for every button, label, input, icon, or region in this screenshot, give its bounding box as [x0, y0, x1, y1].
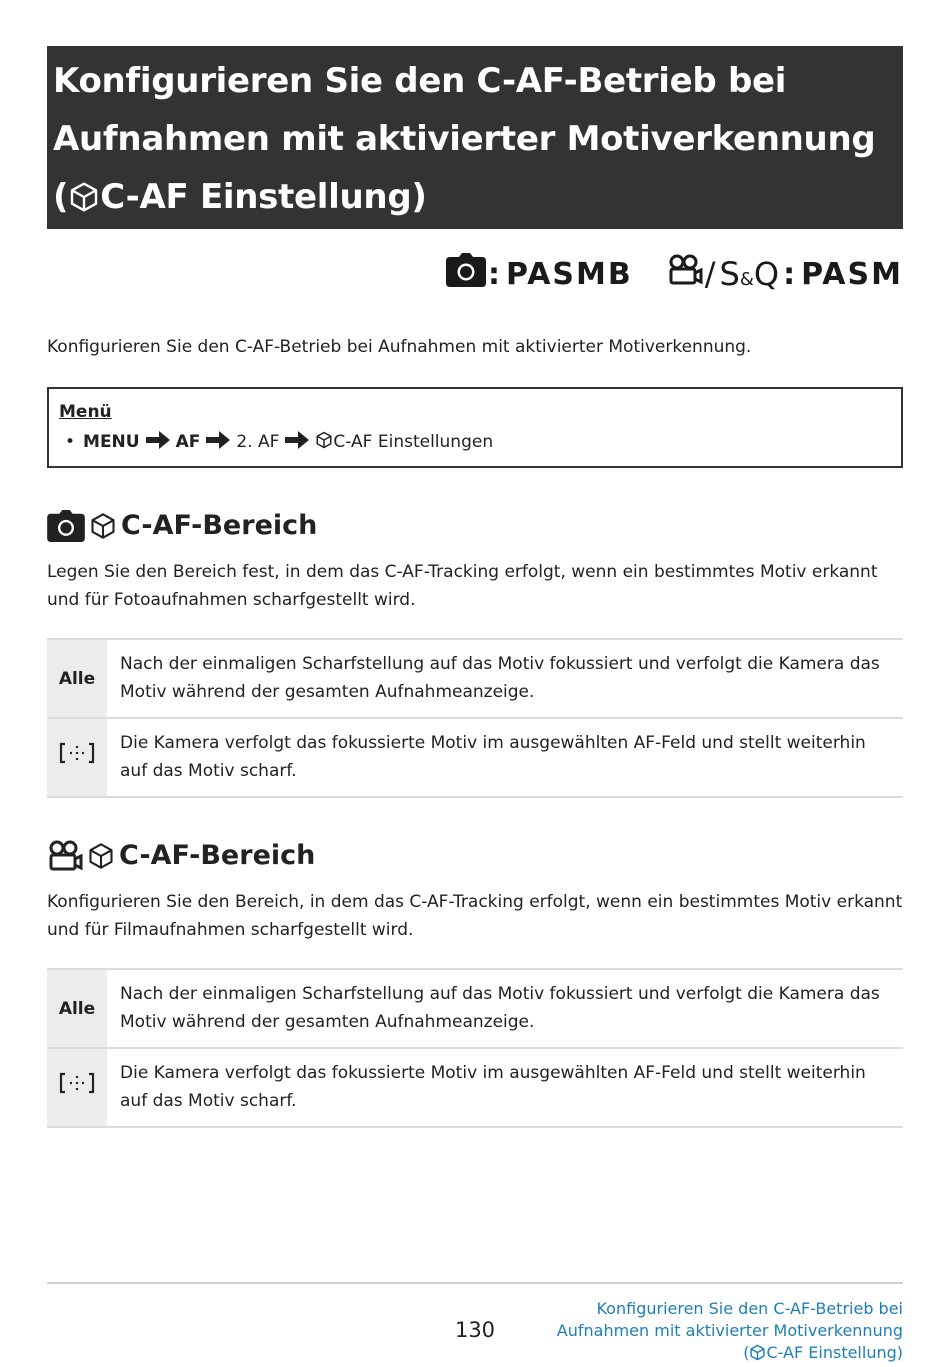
af-target-area-icon — [59, 1079, 95, 1099]
page-number: 130 — [454, 1318, 496, 1342]
menu-step-menu: MENU — [83, 432, 140, 452]
table-row — [47, 639, 903, 718]
movie-camera-icon — [47, 840, 83, 872]
subject-detection-cube-icon — [68, 173, 100, 231]
page-title — [47, 46, 903, 229]
option-key-all: Alle — [47, 969, 107, 1048]
menu-step-af: AF — [175, 432, 201, 452]
table-row — [47, 718, 903, 797]
menu-arrow-icon — [206, 429, 230, 459]
shooting-modes — [47, 229, 903, 319]
subject-detection-cube-icon — [89, 512, 117, 540]
photo-modes: : PASMB — [446, 253, 633, 295]
menu-path-box — [47, 387, 903, 468]
option-description: Die Kamera verfolgt das fokussierte Motiv im ausgewählten AF-Feld und stellt weiterhin auf das Motiv scharf. — [120, 1063, 866, 1111]
option-key-af-area — [47, 718, 107, 797]
photo-mode-letters: PASMB — [505, 256, 633, 292]
camera-icon — [47, 510, 85, 542]
movie-section-heading: C-AF-Bereich — [47, 836, 903, 876]
photo-options-table — [47, 638, 903, 798]
option-description: Die Kamera verfolgt das fokussierte Motiv im ausgewählten AF-Feld und stellt weiterhin auf das Motiv scharf. — [120, 733, 866, 781]
sq-mode: S&Q — [719, 255, 780, 293]
menu-step-2af: 2. AF — [236, 432, 280, 452]
movie-modes: / S&Q : PASM — [667, 254, 903, 294]
intro-text: Konfigurieren Sie den C-AF-Betrieb bei Aufnahmen mit aktivierter Motiverkennung. — [47, 337, 752, 357]
subject-detection-cube-icon — [315, 432, 333, 452]
footer-title-link[interactable]: Konfigurieren Sie den C-AF-Betrieb bei Aufnahmen mit aktivierter Motiverkennung ( C-AF Einstellung) — [556, 1299, 903, 1362]
option-description: Nach der einmaligen Scharfstellung auf das Motiv fokussiert und verfolgt die Kamera das Motiv während der gesamten Aufnahmeanzeige. — [120, 984, 880, 1032]
menu-arrow-icon — [146, 429, 170, 459]
camera-icon — [446, 253, 486, 295]
photo-section-heading: C-AF-Bereich — [47, 506, 903, 546]
table-row — [47, 969, 903, 1048]
menu-label: Menü — [59, 402, 112, 422]
option-description: Nach der einmaligen Scharfstellung auf das Motiv fokussiert und verfolgt die Kamera das Motiv während der gesamten Aufnahmeanzeige. — [120, 654, 880, 702]
option-key-all: Alle — [47, 639, 107, 718]
footer-divider — [47, 1282, 903, 1284]
title-line-1: Konfigurieren Sie den C-AF-Betrieb bei — [53, 61, 787, 101]
movie-mode-letters: PASM — [801, 256, 903, 292]
af-target-area-icon — [59, 749, 95, 769]
menu-arrow-icon — [285, 429, 309, 459]
subject-detection-cube-icon — [87, 842, 115, 870]
page-content — [47, 46, 903, 1128]
menu-path: • MENU AF 2. AF C-AF Einstellungen — [59, 427, 891, 459]
table-row — [47, 1048, 903, 1127]
movie-camera-icon — [667, 254, 703, 294]
movie-section-description: Konfigurieren Sie den Bereich, in dem das C-AF-Tracking erfolgt, wenn ein bestimmtes Motiv erkannt und für Filmaufnahmen scharfgestellt wird. — [47, 892, 903, 940]
movie-options-table — [47, 968, 903, 1128]
photo-section-description: Legen Sie den Bereich fest, in dem das C-AF-Tracking erfolgt, wenn ein bestimmtes Motiv erkannt und für Fotoaufnahmen scharfgestellt wird. — [47, 562, 878, 610]
menu-step-caf-settings: C-AF Einstellungen — [333, 432, 494, 452]
option-key-af-area — [47, 1048, 107, 1127]
subject-detection-cube-icon — [749, 1343, 766, 1362]
title-line-3: ( C-AF Einstellung) — [53, 168, 895, 231]
title-line-2: Aufnahmen mit aktivierter Motiverkennung — [53, 119, 876, 159]
